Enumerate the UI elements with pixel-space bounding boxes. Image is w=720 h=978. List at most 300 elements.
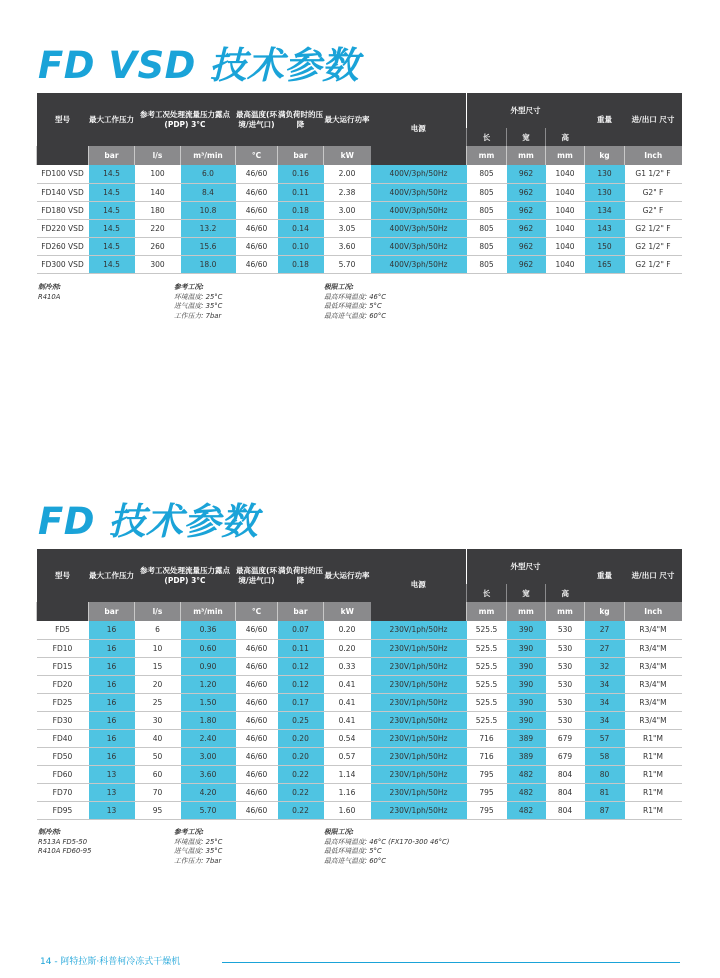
cell-height: 679 [546,729,585,747]
cell-pressure-drop: 0.18 [278,255,324,273]
cell-max-pressure: 16 [89,729,135,747]
unit-celsius: °C [236,602,278,621]
unit-kg: kg [585,146,625,165]
cell-model: FD260 VSD [37,237,89,255]
cell-pressure-drop: 0.12 [278,675,324,693]
cell-max-temp: 46/60 [236,183,278,201]
table-row [37,801,682,819]
cell-power: 1.60 [324,801,371,819]
cell-max-pressure: 16 [89,711,135,729]
cell-height: 1040 [546,237,585,255]
cell-max-pressure: 14.5 [89,165,135,183]
unit-mm-width: mm [507,602,546,621]
cell-height: 804 [546,765,585,783]
cell-width: 390 [507,675,546,693]
cell-length: 795 [467,783,507,801]
cell-max-temp: 46/60 [236,657,278,675]
unit-kw: kW [324,602,371,621]
cell-height: 804 [546,783,585,801]
cell-model: FD60 [37,765,89,783]
cell-model: FD30 [37,711,89,729]
cell-model: FD50 [37,747,89,765]
table-row [37,747,682,765]
cell-weight: 80 [585,765,625,783]
cell-pressure-drop: 0.22 [278,801,324,819]
header-length: 长 [467,128,507,146]
cell-max-temp: 46/60 [236,765,278,783]
cell-width: 962 [507,165,546,183]
cell-model: FD220 VSD [37,219,89,237]
cell-height: 1040 [546,219,585,237]
header-weight: 重量 [585,549,625,602]
cell-max-pressure: 13 [89,765,135,783]
note-line: 最高环境温度: 46°C (FX170-300 46°C) [324,837,450,846]
cell-height: 1040 [546,183,585,201]
cell-model: FD140 VSD [37,183,89,201]
cell-width: 482 [507,783,546,801]
cell-flow-m3min: 0.90 [181,657,236,675]
cell-max-temp: 46/60 [236,165,278,183]
note-line: 制冷剂: [38,828,62,836]
header-flow: 参考工况处理流量压力露点 (PDP) 3°C [135,93,236,146]
note-line: 参考工况: [174,283,204,291]
unit-bar: bar [89,146,135,165]
note-line: 最低环境温度: 5°C [324,302,382,310]
page-footer: 14 - 阿特拉斯·科普柯冷冻式干燥机 [40,957,181,967]
cell-length: 795 [467,801,507,819]
header-supply: 电源 [371,549,467,621]
cell-width: 389 [507,729,546,747]
cell-model: FD15 [37,657,89,675]
fd-vsd-spec-table [36,93,682,274]
table-row [37,639,682,657]
header-height: 高 [546,128,585,146]
cell-connection: R1"M [625,729,682,747]
table-row [37,237,682,255]
note-line: 环境温度: 25°C [174,837,223,846]
cell-flow-ls: 10 [135,639,181,657]
header-width: 宽 [507,128,546,146]
cell-connection: R3/4"M [625,657,682,675]
cell-pressure-drop: 0.20 [278,729,324,747]
cell-height: 530 [546,711,585,729]
cell-supply: 230V/1ph/50Hz [371,675,467,693]
cell-model: FD20 [37,675,89,693]
cell-model: FD95 [37,801,89,819]
cell-max-pressure: 16 [89,657,135,675]
cell-connection: R1"M [625,765,682,783]
unit-bar-drop: bar [278,146,324,165]
cell-weight: 57 [585,729,625,747]
cell-max-pressure: 16 [89,747,135,765]
cell-length: 805 [467,165,507,183]
cell-model: FD5 [37,621,89,639]
cell-flow-m3min: 15.6 [181,237,236,255]
cell-flow-m3min: 6.0 [181,165,236,183]
cell-pressure-drop: 0.11 [278,639,324,657]
cell-max-pressure: 14.5 [89,255,135,273]
header-flow: 参考工况处理流量压力露点 (PDP) 3°C [135,549,236,602]
cell-width: 962 [507,219,546,237]
note-line: 最低环境温度: 5°C [324,847,382,855]
cell-connection: R3/4"M [625,675,682,693]
note-line: R410A [38,292,61,301]
header-unit-blank [37,146,89,165]
cell-connection: R1"M [625,747,682,765]
table-row [37,165,682,183]
cell-flow-ls: 30 [135,711,181,729]
header-length: 长 [467,584,507,602]
cell-weight: 165 [585,255,625,273]
cell-flow-m3min: 10.8 [181,201,236,219]
cell-length: 525.5 [467,621,507,639]
cell-width: 962 [507,237,546,255]
cell-length: 795 [467,765,507,783]
note-line: 最高进气温度: 60°C [324,311,387,320]
cell-max-pressure: 14.5 [89,201,135,219]
cell-max-pressure: 14.5 [89,237,135,255]
cell-flow-m3min: 18.0 [181,255,236,273]
header-supply: 电源 [371,93,467,165]
table-row [37,183,682,201]
header-dims: 外型尺寸 [467,549,585,584]
cell-pressure-drop: 0.10 [278,237,324,255]
cell-model: FD10 [37,639,89,657]
header-power: 最大运行功率 [324,549,371,602]
header-max-temp: 最高温度(环境/进气口) [236,93,278,146]
cell-pressure-drop: 0.18 [278,201,324,219]
cell-max-pressure: 16 [89,621,135,639]
unit-bar: bar [89,602,135,621]
footer-divider [222,962,680,963]
cell-max-pressure: 16 [89,675,135,693]
cell-width: 482 [507,765,546,783]
cell-weight: 32 [585,657,625,675]
header-max-pressure: 最大工作压力 [89,93,135,146]
table-row [37,675,682,693]
cell-pressure-drop: 0.14 [278,219,324,237]
cell-max-pressure: 16 [89,639,135,657]
cell-flow-ls: 50 [135,747,181,765]
page-title-fd: FD 技术参数 [38,500,259,543]
notes-reference-conditions [174,828,222,866]
fd-vsd-table-body [37,165,682,273]
note-line: 进气温度: 35°C [174,847,223,855]
cell-width: 962 [507,201,546,219]
cell-supply: 230V/1ph/50Hz [371,657,467,675]
cell-flow-ls: 40 [135,729,181,747]
cell-max-temp: 46/60 [236,783,278,801]
unit-mm-height: mm [546,602,585,621]
cell-height: 530 [546,657,585,675]
cell-length: 805 [467,201,507,219]
cell-max-temp: 46/60 [236,255,278,273]
cell-supply: 230V/1ph/50Hz [371,729,467,747]
cell-connection: R1"M [625,783,682,801]
table-row [37,621,682,639]
cell-connection: G2 1/2" F [625,255,682,273]
note-line: R513A FD5-50 [38,837,88,846]
cell-weight: 34 [585,711,625,729]
cell-connection: G2" F [625,183,682,201]
cell-max-temp: 46/60 [236,729,278,747]
cell-max-temp: 46/60 [236,621,278,639]
cell-supply: 230V/1ph/50Hz [371,765,467,783]
unit-celsius: °C [236,146,278,165]
cell-max-temp: 46/60 [236,201,278,219]
cell-power: 1.16 [324,783,371,801]
cell-supply: 230V/1ph/50Hz [371,783,467,801]
notes-refrigerant [38,283,61,302]
note-line: 极限工况: [324,283,354,291]
cell-flow-m3min: 1.50 [181,693,236,711]
cell-length: 805 [467,255,507,273]
cell-supply: 400V/3ph/50Hz [371,165,467,183]
notes-limit-conditions [324,283,386,321]
cell-pressure-drop: 0.22 [278,765,324,783]
cell-length: 525.5 [467,711,507,729]
cell-model: FD180 VSD [37,201,89,219]
cell-power: 1.14 [324,765,371,783]
cell-supply: 400V/3ph/50Hz [371,219,467,237]
cell-flow-m3min: 4.20 [181,783,236,801]
cell-model: FD25 [37,693,89,711]
cell-width: 390 [507,657,546,675]
page-title-fd-vsd: FD VSD 技术参数 [38,44,360,87]
header-pressure-drop: 满负荷时的压降 [278,93,324,146]
cell-flow-m3min: 3.00 [181,747,236,765]
cell-width: 962 [507,183,546,201]
cell-supply: 230V/1ph/50Hz [371,693,467,711]
cell-max-pressure: 16 [89,693,135,711]
cell-flow-ls: 180 [135,201,181,219]
note-line: 最高进气温度: 60°C [324,856,387,865]
header-max-temp: 最高温度(环境/进气口) [236,549,278,602]
cell-pressure-drop: 0.25 [278,711,324,729]
header-height: 高 [546,584,585,602]
cell-power: 3.00 [324,201,371,219]
cell-height: 1040 [546,201,585,219]
cell-pressure-drop: 0.07 [278,621,324,639]
cell-width: 390 [507,693,546,711]
unit-inch: Inch [625,602,682,621]
table-row [37,765,682,783]
cell-flow-ls: 60 [135,765,181,783]
unit-mm-width: mm [507,146,546,165]
cell-width: 482 [507,801,546,819]
unit-ls: l/s [135,602,181,621]
cell-flow-ls: 140 [135,183,181,201]
notes-limit-conditions [324,828,449,866]
cell-flow-ls: 15 [135,657,181,675]
cell-flow-ls: 260 [135,237,181,255]
cell-flow-m3min: 8.4 [181,183,236,201]
cell-length: 525.5 [467,639,507,657]
header-unit-blank [37,602,89,621]
cell-flow-ls: 100 [135,165,181,183]
cell-height: 804 [546,801,585,819]
cell-power: 0.41 [324,693,371,711]
cell-supply: 230V/1ph/50Hz [371,801,467,819]
table-row [37,201,682,219]
table-row [37,711,682,729]
cell-model: FD300 VSD [37,255,89,273]
cell-power: 5.70 [324,255,371,273]
table-row [37,783,682,801]
cell-max-temp: 46/60 [236,711,278,729]
cell-weight: 143 [585,219,625,237]
cell-supply: 400V/3ph/50Hz [371,237,467,255]
header-max-pressure: 最大工作压力 [89,549,135,602]
cell-power: 2.38 [324,183,371,201]
cell-model: FD40 [37,729,89,747]
cell-flow-m3min: 1.20 [181,675,236,693]
cell-weight: 130 [585,165,625,183]
cell-connection: R3/4"M [625,639,682,657]
table-row [37,255,682,273]
cell-power: 0.20 [324,621,371,639]
cell-max-pressure: 14.5 [89,219,135,237]
cell-width: 962 [507,255,546,273]
cell-supply: 400V/3ph/50Hz [371,201,467,219]
cell-height: 530 [546,693,585,711]
cell-supply: 400V/3ph/50Hz [371,183,467,201]
note-line: 最高环境温度: 46°C [324,292,387,301]
cell-height: 530 [546,639,585,657]
cell-flow-m3min: 3.60 [181,765,236,783]
cell-power: 0.33 [324,657,371,675]
cell-flow-ls: 300 [135,255,181,273]
cell-pressure-drop: 0.11 [278,183,324,201]
fd-table-body [37,621,682,819]
table-row [37,219,682,237]
cell-flow-ls: 95 [135,801,181,819]
cell-max-temp: 46/60 [236,801,278,819]
cell-weight: 87 [585,801,625,819]
cell-flow-ls: 70 [135,783,181,801]
cell-max-temp: 46/60 [236,675,278,693]
cell-flow-ls: 6 [135,621,181,639]
cell-power: 0.54 [324,729,371,747]
cell-flow-ls: 25 [135,693,181,711]
cell-width: 390 [507,621,546,639]
cell-height: 530 [546,675,585,693]
cell-max-temp: 46/60 [236,219,278,237]
note-line: 极限工况: [324,828,354,836]
cell-connection: G1 1/2" F [625,165,682,183]
cell-power: 2.00 [324,165,371,183]
cell-flow-ls: 20 [135,675,181,693]
unit-ls: l/s [135,146,181,165]
cell-length: 805 [467,183,507,201]
cell-pressure-drop: 0.22 [278,783,324,801]
cell-height: 530 [546,621,585,639]
table-row [37,693,682,711]
table-row [37,657,682,675]
header-model: 型号 [37,549,89,602]
cell-pressure-drop: 0.12 [278,657,324,675]
cell-weight: 150 [585,237,625,255]
cell-pressure-drop: 0.20 [278,747,324,765]
cell-width: 389 [507,747,546,765]
cell-power: 0.41 [324,711,371,729]
table-row [37,729,682,747]
header-width: 宽 [507,584,546,602]
cell-max-temp: 46/60 [236,747,278,765]
unit-kw: kW [324,146,371,165]
fd-spec-table [36,549,682,820]
cell-length: 525.5 [467,657,507,675]
note-line: 工作压力: 7bar [174,856,222,865]
cell-width: 390 [507,639,546,657]
cell-max-temp: 46/60 [236,237,278,255]
cell-weight: 130 [585,183,625,201]
notes-refrigerant [38,828,91,857]
unit-mm-length: mm [467,602,507,621]
note-line: 环境温度: 25°C [174,292,223,301]
unit-bar-drop: bar [278,602,324,621]
cell-weight: 58 [585,747,625,765]
header-connection: 进/出口 尺寸 [625,549,682,602]
cell-flow-ls: 220 [135,219,181,237]
unit-inch: Inch [625,146,682,165]
cell-power: 3.05 [324,219,371,237]
cell-flow-m3min: 5.70 [181,801,236,819]
cell-flow-m3min: 1.80 [181,711,236,729]
cell-length: 805 [467,219,507,237]
cell-power: 3.60 [324,237,371,255]
cell-model: FD100 VSD [37,165,89,183]
cell-weight: 34 [585,693,625,711]
cell-flow-m3min: 0.36 [181,621,236,639]
note-line: 进气温度: 35°C [174,302,223,310]
cell-weight: 81 [585,783,625,801]
cell-height: 1040 [546,165,585,183]
cell-power: 0.41 [324,675,371,693]
cell-weight: 27 [585,621,625,639]
cell-flow-m3min: 2.40 [181,729,236,747]
cell-supply: 230V/1ph/50Hz [371,621,467,639]
cell-power: 0.20 [324,639,371,657]
cell-connection: R3/4"M [625,621,682,639]
cell-supply: 230V/1ph/50Hz [371,639,467,657]
cell-model: FD70 [37,783,89,801]
cell-pressure-drop: 0.16 [278,165,324,183]
header-pressure-drop: 满负荷时的压降 [278,549,324,602]
header-connection: 进/出口 尺寸 [625,93,682,146]
cell-flow-m3min: 13.2 [181,219,236,237]
cell-flow-m3min: 0.60 [181,639,236,657]
cell-height: 679 [546,747,585,765]
cell-connection: R3/4"M [625,711,682,729]
unit-mm-length: mm [467,146,507,165]
cell-length: 805 [467,237,507,255]
cell-supply: 230V/1ph/50Hz [371,711,467,729]
cell-max-pressure: 13 [89,783,135,801]
cell-max-pressure: 13 [89,801,135,819]
cell-weight: 27 [585,639,625,657]
note-line: R410A FD60-95 [38,847,92,855]
cell-max-temp: 46/60 [236,639,278,657]
note-line: 参考工况: [174,828,204,836]
header-model: 型号 [37,93,89,146]
cell-length: 716 [467,729,507,747]
note-line: 工作压力: 7bar [174,311,222,320]
cell-power: 0.57 [324,747,371,765]
notes-reference-conditions [174,283,222,321]
cell-height: 1040 [546,255,585,273]
unit-m3min: m³/min [181,602,236,621]
